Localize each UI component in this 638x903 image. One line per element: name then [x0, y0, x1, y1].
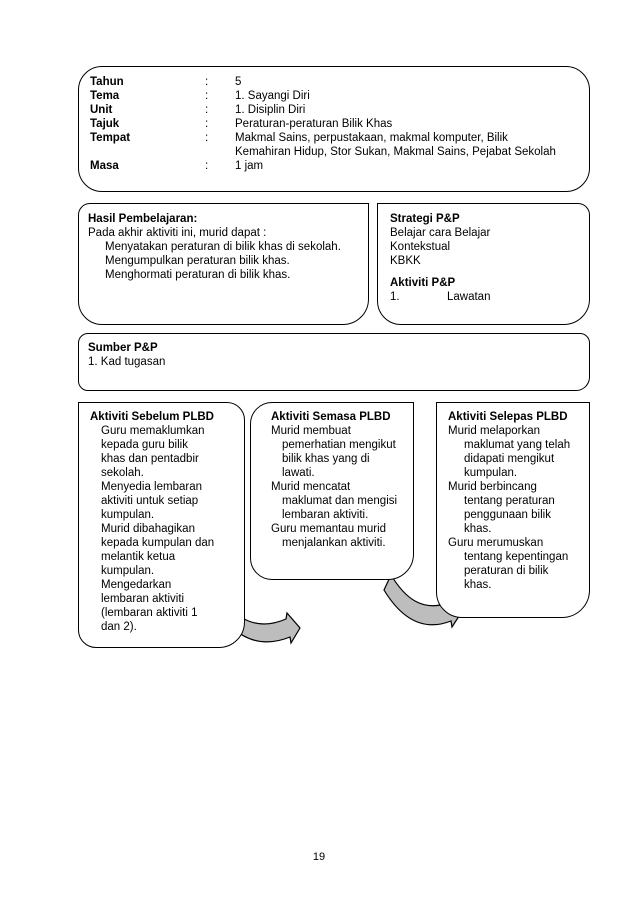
activity-during-line: Murid membuat: [271, 425, 351, 437]
activity-before-line: aktiviti untuk setiap: [101, 495, 199, 507]
activity-during-title: Aktiviti Semasa PLBD: [271, 411, 391, 423]
activity-pp-number: 1.: [390, 291, 400, 303]
learning-outcomes-title: Hasil Pembelajaran:: [88, 213, 198, 225]
info-value-tempat: Makmal Sains, perpustakaan, makmal komputer, Bilik: [235, 132, 508, 144]
activity-after-line: Murid berbincang: [448, 481, 537, 493]
activity-after-line: tentang kepentingan: [464, 551, 569, 563]
activity-during-line: menjalankan aktiviti.: [282, 537, 386, 549]
strategy-item: KBKK: [390, 255, 421, 267]
learning-outcome-item: Menyatakan peraturan di bilik khas di sekolah.: [105, 241, 341, 253]
activity-before-line: Menyedia lembaran: [101, 481, 203, 493]
activity-during-box: [250, 402, 414, 580]
activity-during-line: pemerhatian mengikut: [282, 439, 396, 451]
page-number: 19: [312, 851, 326, 863]
info-colon: :: [205, 118, 209, 130]
resources-item: 1. Kad tugasan: [88, 356, 166, 368]
activity-before-line: (lembaran aktiviti 1: [101, 607, 198, 619]
activity-before-line: kumpulan.: [101, 565, 155, 577]
info-label-masa: Masa: [90, 160, 119, 172]
info-label-tema: Tema: [90, 90, 120, 102]
activity-before-line: dan 2).: [101, 621, 137, 633]
activity-during-line: lawati.: [282, 467, 315, 479]
activity-during-line: Murid mencatat: [271, 481, 351, 493]
activity-during-line: lembaran aktiviti.: [282, 509, 369, 521]
strategy-item: Kontekstual: [390, 241, 451, 253]
strategy-item: Belajar cara Belajar: [390, 227, 491, 239]
activity-pp-value: Lawatan: [447, 291, 491, 303]
activity-after-line: maklumat yang telah: [464, 439, 571, 451]
info-value-unit: 1. Disiplin Diri: [235, 104, 306, 116]
info-label-unit: Unit: [90, 104, 113, 116]
activity-after-title: Aktiviti Selepas PLBD: [448, 411, 568, 423]
info-value-tema: 1. Sayangi Diri: [235, 90, 310, 102]
activity-before-line: kepada guru bilik: [101, 439, 188, 451]
activity-after-line: Murid melaporkan: [448, 425, 541, 437]
activity-before-title: Aktiviti Sebelum PLBD: [90, 411, 214, 423]
learning-outcomes-intro: Pada akhir aktiviti ini, murid dapat :: [88, 227, 267, 239]
info-label-tahun: Tahun: [90, 76, 124, 88]
learning-outcome-item: Mengumpulkan peraturan bilik khas.: [105, 255, 290, 267]
info-colon: :: [205, 90, 209, 102]
info-label-tempat: Tempat: [90, 132, 131, 144]
info-colon: :: [205, 76, 209, 88]
activity-before-line: Mengedarkan: [101, 579, 172, 591]
info-value-tajuk: Peraturan-peraturan Bilik Khas: [235, 118, 393, 130]
activity-after-line: Guru merumuskan: [448, 537, 544, 549]
activity-before-box: [78, 402, 245, 648]
activity-during-line: Guru memantau murid: [271, 523, 387, 535]
activity-after-line: tentang peraturan: [464, 495, 555, 507]
activity-before-line: Murid dibahagikan: [101, 523, 195, 535]
activity-before-line: sekolah.: [101, 467, 144, 479]
activity-after-line: peraturan di bilik: [464, 565, 549, 577]
learning-outcome-item: Menghormati peraturan di bilik khas.: [105, 269, 291, 281]
strategy-title: Strategi P&P: [390, 213, 460, 225]
activity-before-line: kepada kumpulan dan: [101, 537, 215, 549]
activity-before-line: khas dan pentadbir: [101, 453, 199, 465]
activity-before-line: Guru memaklumkan: [101, 425, 205, 437]
info-colon: :: [205, 160, 209, 172]
activity-after-line: khas.: [464, 523, 492, 535]
activity-during-line: maklumat dan mengisi: [282, 495, 398, 507]
activity-pp-title: Aktiviti P&P: [390, 277, 456, 289]
activity-before-line: lembaran aktiviti: [101, 593, 185, 605]
info-colon: :: [205, 104, 209, 116]
activity-before-line: kumpulan.: [101, 509, 155, 521]
info-value-tempat-cont: Kemahiran Hidup, Stor Sukan, Makmal Sains, Pejabat Sekolah: [235, 146, 556, 158]
resources-title: Sumber P&P: [88, 342, 158, 354]
activity-after-line: didapati mengikut: [464, 453, 555, 465]
activity-before-line: melantik ketua: [101, 551, 176, 563]
activity-during-line: bilik khas yang di: [282, 453, 370, 465]
activity-after-line: penggunaan bilik: [464, 509, 551, 521]
activity-after-box: [436, 402, 590, 618]
info-colon: :: [205, 132, 209, 144]
info-label-tajuk: Tajuk: [90, 118, 120, 130]
activity-after-line: khas.: [464, 579, 492, 591]
activity-after-line: kumpulan.: [464, 467, 518, 479]
info-value-tahun: 5: [235, 76, 242, 88]
info-value-masa: 1 jam: [235, 160, 264, 172]
